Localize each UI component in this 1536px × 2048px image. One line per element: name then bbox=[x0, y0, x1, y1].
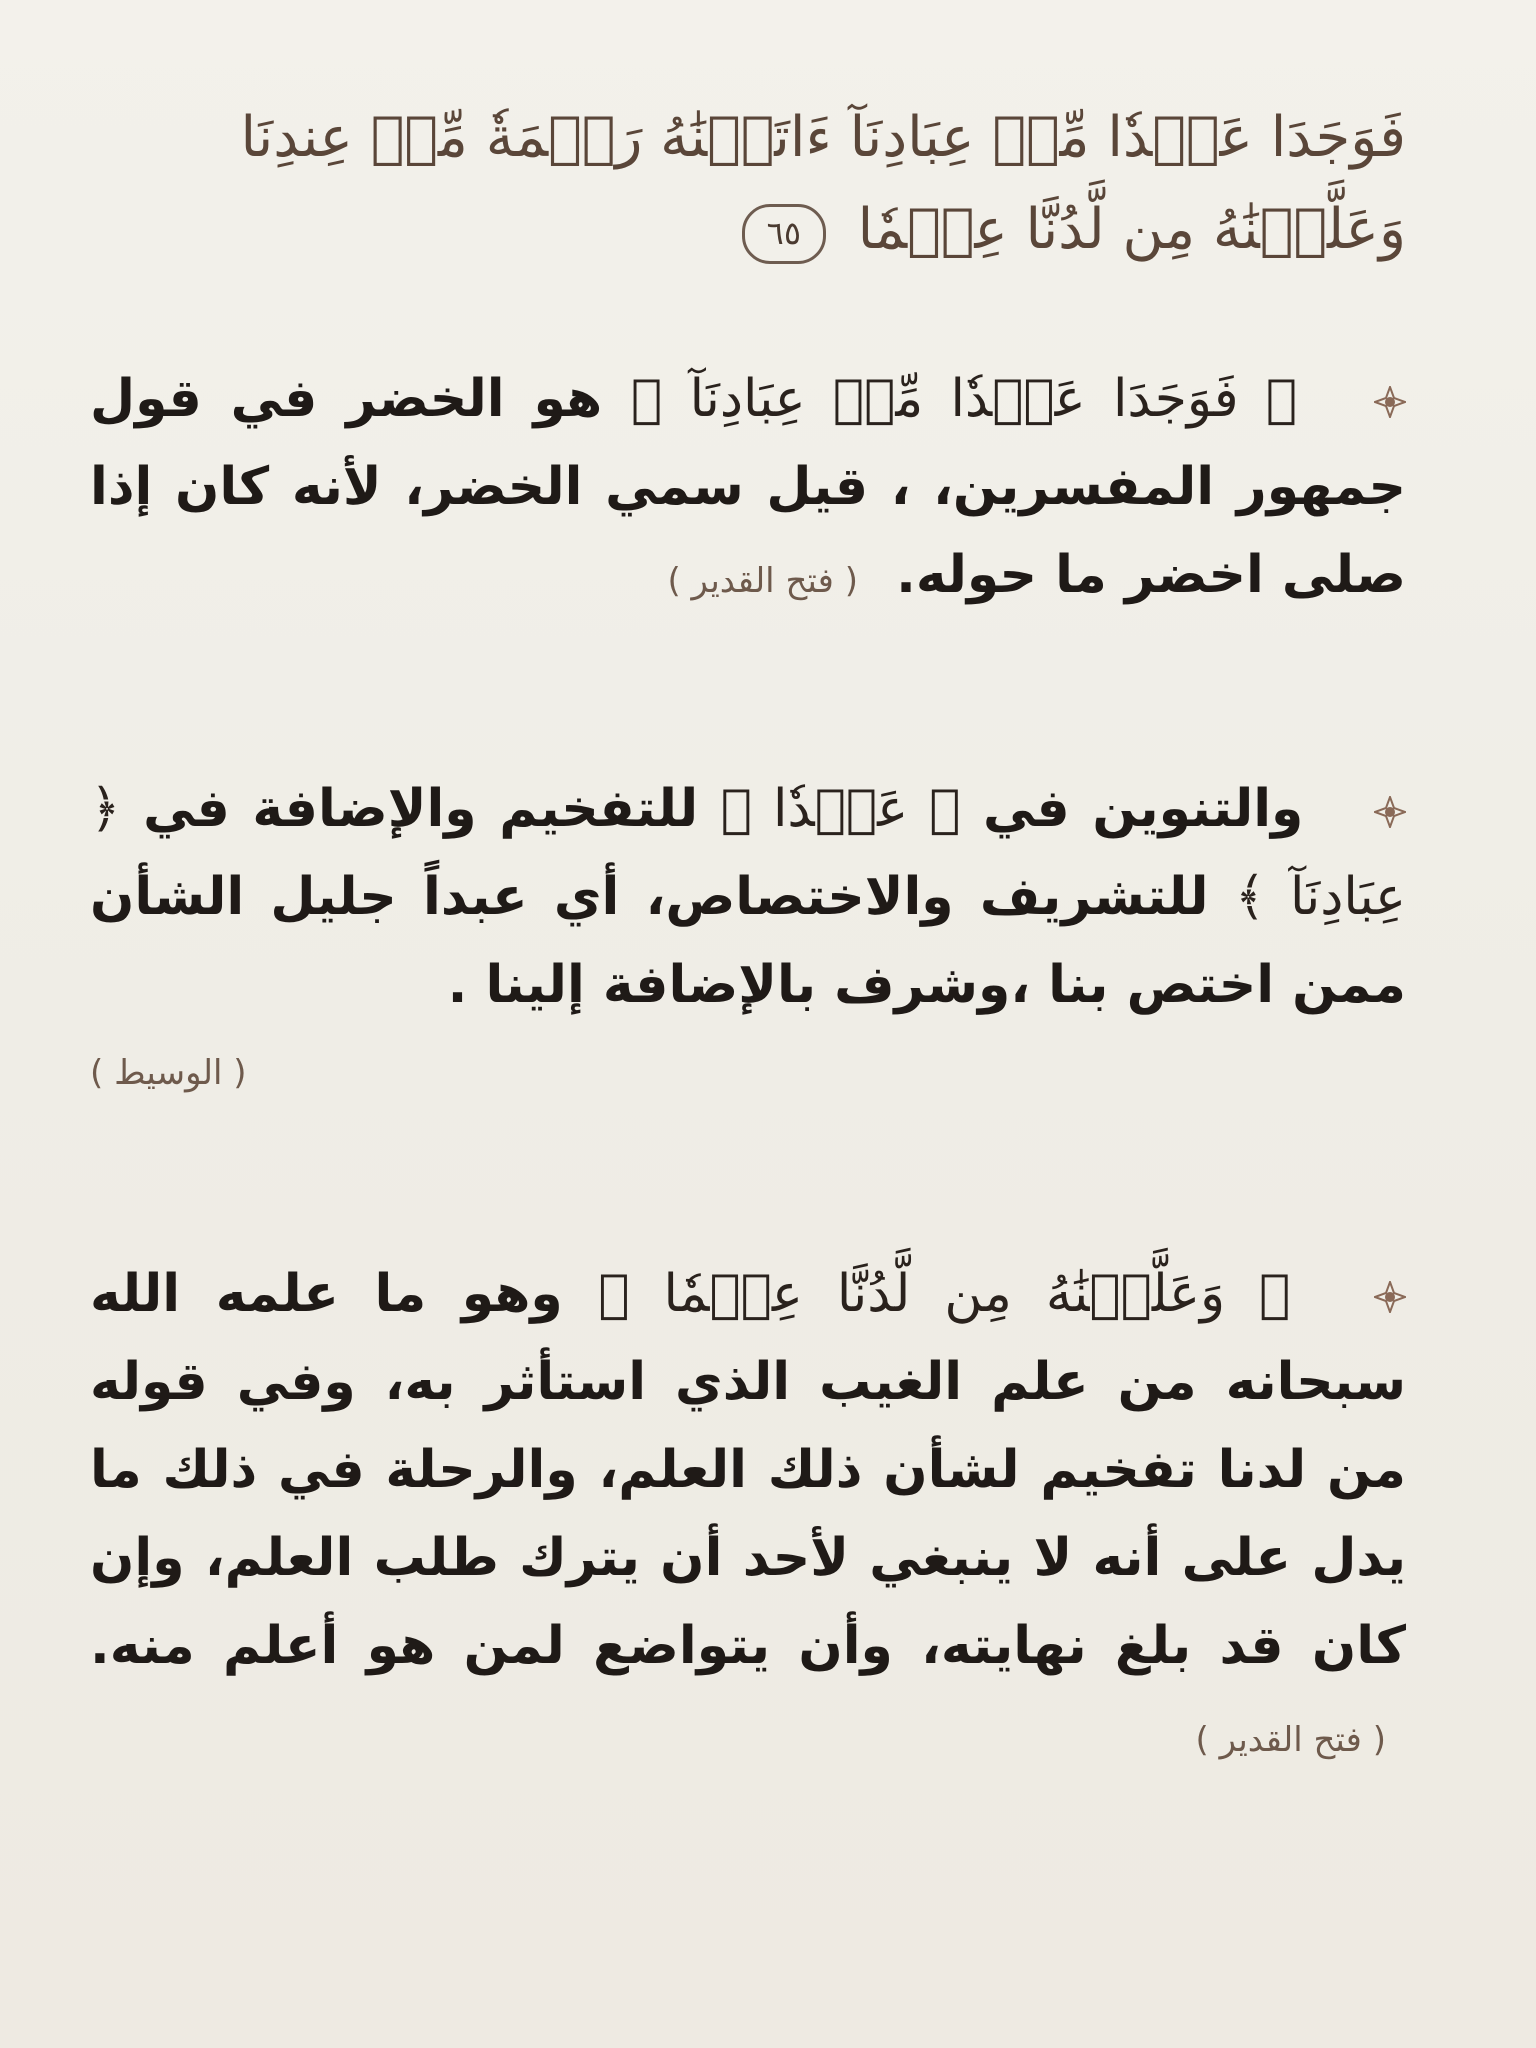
star-ornament-icon bbox=[1374, 796, 1406, 828]
commentary-paragraph-3 bbox=[90, 1250, 1406, 1784]
quran-quote: ﴿ وَعَلَّمۡنَٰهُ مِن لَّدُنَّا عِلۡمٗا ﴾ bbox=[598, 1264, 1291, 1324]
commentary-paragraph-2 bbox=[90, 765, 1406, 1117]
star-ornament-icon bbox=[1374, 386, 1406, 418]
quran-quote: ﴿ فَوَجَدَا عَبۡدٗا مِّنۡ عِبَادِنَآ ﴾ bbox=[631, 369, 1298, 429]
source-citation: ( فتح القدير ) bbox=[667, 561, 858, 601]
source-citation: ( الوسيط ) bbox=[90, 1053, 247, 1093]
quran-quote-2: ﴿ عِبَادِنَآ ﴾ bbox=[90, 779, 1406, 927]
star-ornament-icon bbox=[1374, 1281, 1406, 1313]
source-citation: ( فتح القدير ) bbox=[1195, 1720, 1386, 1760]
paragraph-middle: للتفخيم والإضافة في bbox=[143, 779, 699, 839]
ayah-number: ٦٥ bbox=[766, 213, 802, 252]
paragraph-body: للتشريف والاختصاص، أي عبداً جليل الشأن ممن اختص بنا ،وشرف بالإضافة إلينا . bbox=[90, 867, 1406, 1015]
quran-quote-1: ﴿ عَبۡدٗا ﴾ bbox=[720, 779, 961, 839]
paragraph-body: هو الخضر في قول جمهور المفسرين، ، قيل سمي الخضر، لأنه كان إذا صلى اخضر ما حوله. bbox=[90, 369, 1406, 605]
paragraph-body: وهو ما علمه الله سبحانه من علم الغيب الذي استأثر به، وفي قوله من لدنا تفخيم لشأن ذلك العلم، والرحلة في ذلك ما يدل على أنه لا ينبغي لأحد أن يترك طلب العلم، وإن كان قد بلغ نهايته، وأن يتواضع لمن هو أعلم منه. bbox=[90, 1264, 1406, 1676]
quran-verse bbox=[90, 92, 1406, 276]
commentary-paragraph-1 bbox=[90, 355, 1406, 625]
paragraph-lead: والتنوين في bbox=[983, 779, 1304, 839]
verse-text: فَوَجَدَا عَبۡدٗا مِّنۡ عِبَادِنَآ ءَاتَيۡنَٰهُ رَحۡمَةٗ مِّنۡ عِندِنَا وَعَلَّمۡنَٰهُ مِن لَّدُنَّا عِلۡمٗا bbox=[240, 105, 1406, 262]
ayah-end-marker-icon bbox=[742, 204, 826, 264]
